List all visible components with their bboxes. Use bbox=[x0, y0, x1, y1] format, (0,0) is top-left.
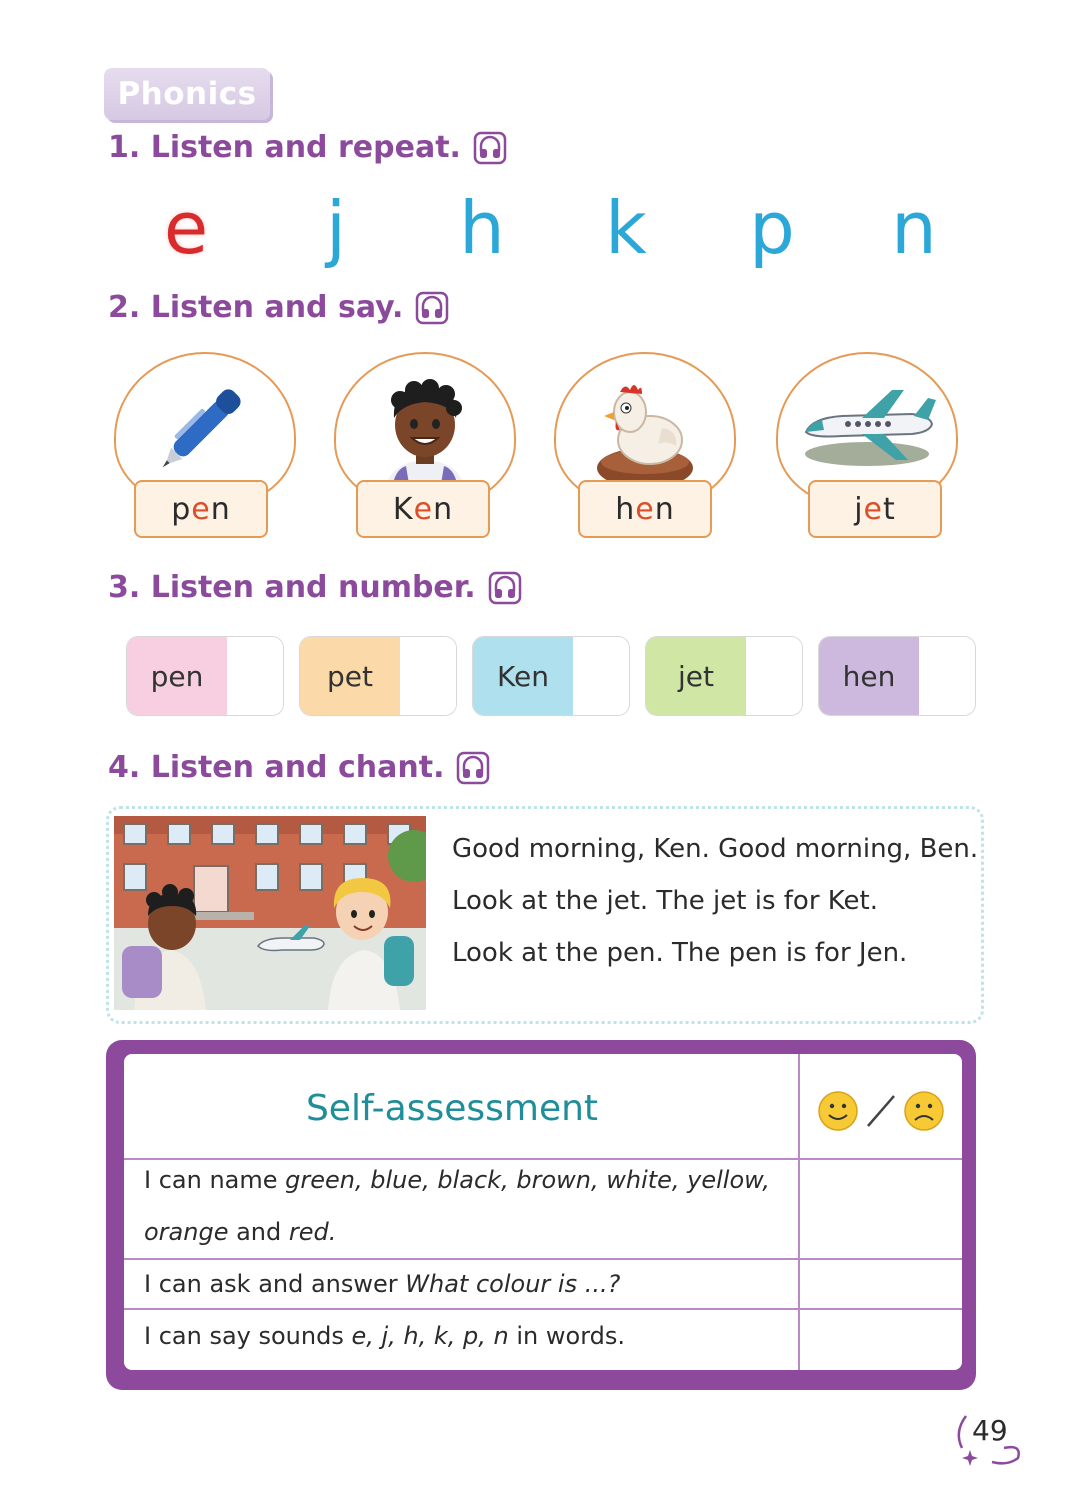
exercise-1-heading bbox=[108, 130, 507, 165]
pen-icon bbox=[145, 370, 265, 480]
chant-line: Look at the pen. The pen is for Jen. bbox=[452, 938, 908, 968]
number-answer-field[interactable] bbox=[400, 637, 456, 715]
chant-illustration bbox=[114, 816, 426, 1010]
section-tag: Phonics bbox=[104, 68, 270, 120]
assessment-rating-cell[interactable] bbox=[800, 1310, 962, 1370]
exercise-3-title: 3. Listen and number. bbox=[108, 570, 476, 605]
number-box-word: pet bbox=[300, 637, 400, 715]
row-text: I can ask and answer bbox=[144, 1270, 406, 1298]
exercise-2-heading bbox=[108, 290, 449, 325]
letter-h: h bbox=[459, 186, 505, 270]
row-text-italic: e, j, h, k, p, n bbox=[351, 1322, 509, 1350]
page-number: 49 bbox=[972, 1414, 1008, 1447]
word-label-jet bbox=[808, 480, 942, 538]
word-part: n bbox=[654, 491, 675, 527]
word-vowel: e bbox=[635, 491, 655, 527]
headphones-icon[interactable] bbox=[473, 131, 507, 165]
exercise-4-title: 4. Listen and chant. bbox=[108, 750, 445, 785]
word-part: j bbox=[854, 491, 864, 527]
letter-e: e bbox=[163, 186, 209, 270]
word-label-pen bbox=[134, 480, 268, 538]
number-answer-field[interactable] bbox=[746, 637, 802, 715]
number-answer-field[interactable] bbox=[919, 637, 975, 715]
word-label-ken bbox=[356, 480, 490, 538]
number-box-word: Ken bbox=[473, 637, 573, 715]
number-box-jet bbox=[645, 636, 803, 716]
exercise-4-heading bbox=[108, 750, 490, 785]
exercise-3-heading bbox=[108, 570, 522, 605]
letter-p: p bbox=[749, 186, 795, 270]
number-box-pet bbox=[299, 636, 457, 716]
smiley-sad-header bbox=[816, 1088, 948, 1134]
chant-line: Good morning, Ken. Good morning, Ben. bbox=[452, 834, 979, 864]
word-part: t bbox=[883, 491, 896, 527]
exercise-1-title: 1. Listen and repeat. bbox=[108, 130, 461, 165]
letter-k: k bbox=[605, 186, 647, 270]
assessment-rating-cell[interactable] bbox=[800, 1260, 962, 1308]
exercise-2-title: 2. Listen and say. bbox=[108, 290, 404, 325]
number-box-pen bbox=[126, 636, 284, 716]
self-assessment-title: Self-assessment bbox=[305, 1088, 599, 1129]
assessment-row-1-line-2 bbox=[144, 1218, 336, 1246]
letter-j: j bbox=[325, 186, 346, 270]
number-box-word: jet bbox=[646, 637, 746, 715]
row-text: I can say sounds bbox=[144, 1322, 352, 1350]
jet-icon bbox=[792, 370, 942, 480]
word-label-hen bbox=[578, 480, 712, 538]
boy-icon bbox=[370, 370, 480, 490]
hen-icon bbox=[590, 370, 700, 490]
word-vowel: e bbox=[191, 491, 211, 527]
word-part: h bbox=[615, 491, 636, 527]
word-part: K bbox=[392, 491, 414, 527]
row-text: and bbox=[228, 1218, 289, 1246]
row-text: in words. bbox=[508, 1322, 626, 1350]
word-part: n bbox=[210, 491, 231, 527]
number-box-ken bbox=[472, 636, 630, 716]
row-text-italic: green, blue, black, brown, white, yellow, bbox=[285, 1166, 770, 1194]
number-box-hen bbox=[818, 636, 976, 716]
sad-face-icon bbox=[905, 1092, 943, 1130]
word-part: p bbox=[171, 491, 192, 527]
word-vowel: e bbox=[413, 491, 434, 527]
number-answer-field[interactable] bbox=[227, 637, 283, 715]
row-text-italic: What colour is ...? bbox=[405, 1270, 621, 1298]
assessment-row-3 bbox=[144, 1322, 625, 1350]
letter-n: n bbox=[891, 186, 937, 270]
assessment-row-2 bbox=[144, 1270, 620, 1298]
smiley-icon bbox=[819, 1092, 857, 1130]
headphones-icon[interactable] bbox=[456, 751, 490, 785]
row-text: I can name bbox=[144, 1166, 286, 1194]
number-box-word: pen bbox=[127, 637, 227, 715]
headphones-icon[interactable] bbox=[415, 291, 449, 325]
number-answer-field[interactable] bbox=[573, 637, 629, 715]
row-text-italic: orange bbox=[144, 1218, 229, 1246]
word-vowel: e bbox=[863, 491, 884, 527]
word-part: n bbox=[433, 491, 454, 527]
assessment-row-1-line-1 bbox=[144, 1166, 770, 1194]
row-text-italic: red. bbox=[288, 1218, 337, 1246]
headphones-icon[interactable] bbox=[488, 571, 522, 605]
number-box-word: hen bbox=[819, 637, 919, 715]
assessment-rating-cell[interactable] bbox=[800, 1160, 962, 1258]
chant-line: Look at the jet. The jet is for Ket. bbox=[452, 886, 878, 916]
